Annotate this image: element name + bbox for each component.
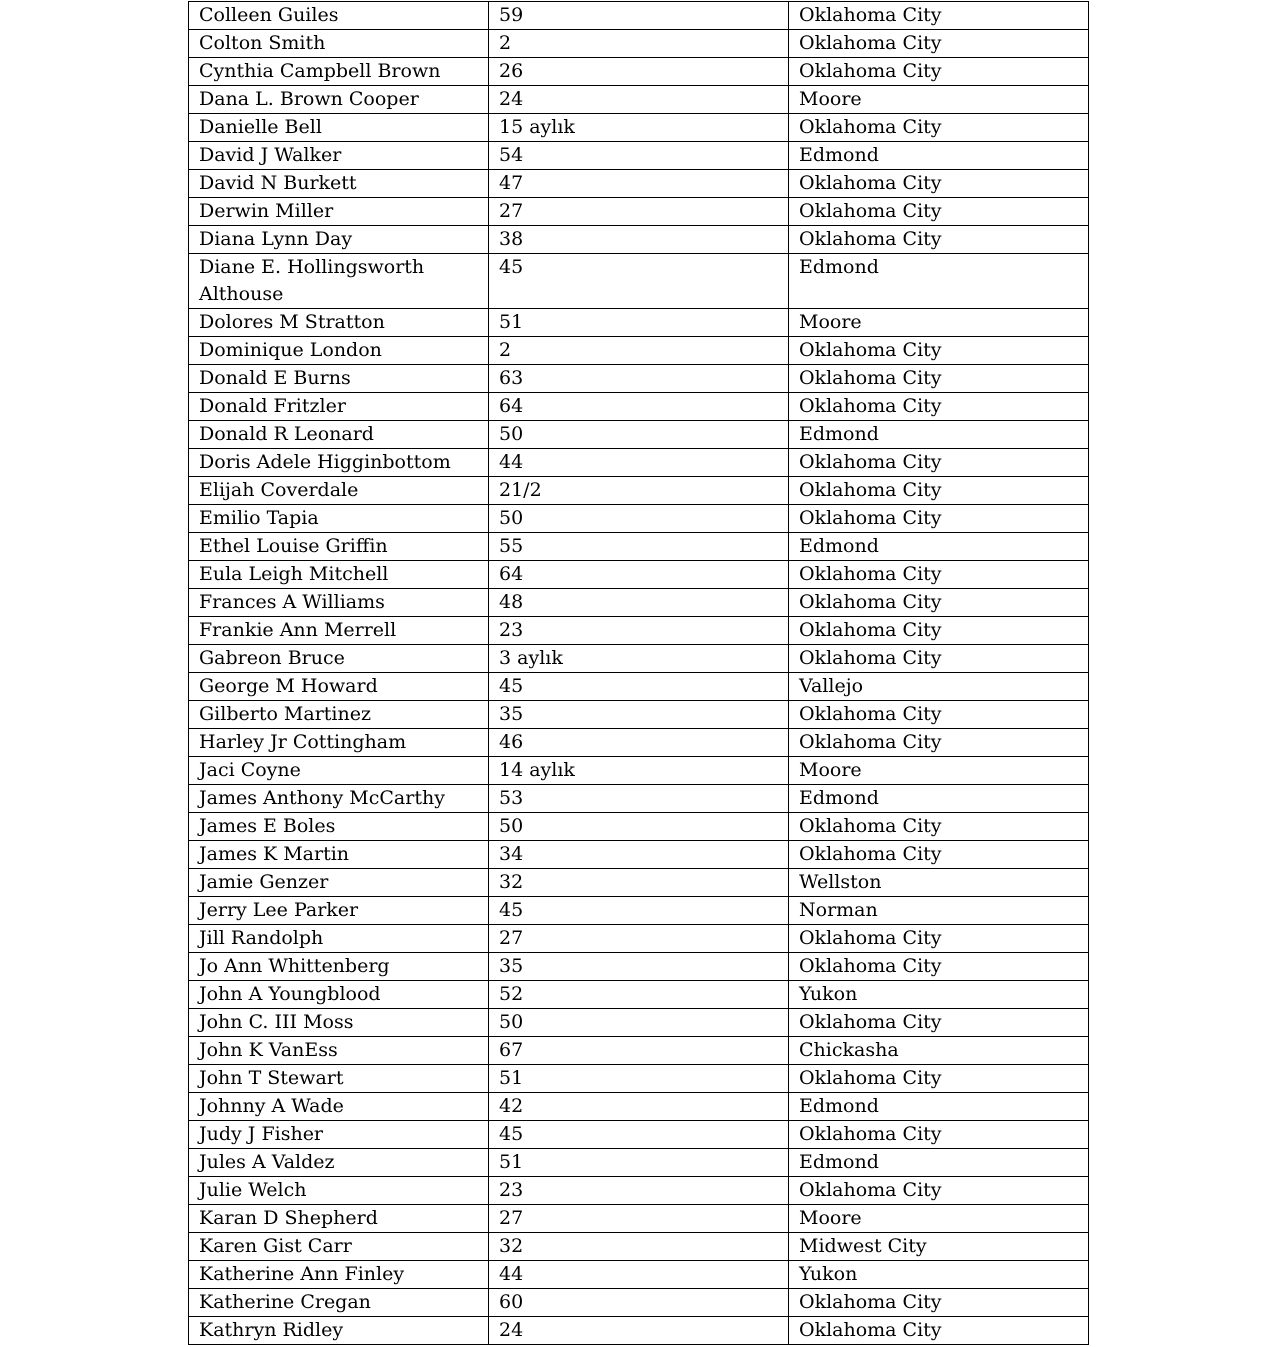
city-cell: Oklahoma City xyxy=(789,645,1089,673)
table-row xyxy=(189,309,1089,337)
age-cell: 51 xyxy=(489,309,789,337)
table-row xyxy=(189,30,1089,58)
age-cell: 63 xyxy=(489,365,789,393)
name-cell: David J Walker xyxy=(189,142,489,170)
table-row xyxy=(189,1037,1089,1065)
age-cell: 45 xyxy=(489,1121,789,1149)
name-cell: Derwin Miller xyxy=(189,198,489,226)
name-cell: John T Stewart xyxy=(189,1065,489,1093)
name-cell: Danielle Bell xyxy=(189,114,489,142)
city-cell: Yukon xyxy=(789,1261,1089,1289)
table-row xyxy=(189,869,1089,897)
age-cell: 45 xyxy=(489,254,789,309)
name-cell: Katherine Cregan xyxy=(189,1289,489,1317)
age-cell: 38 xyxy=(489,226,789,254)
city-cell: Oklahoma City xyxy=(789,1289,1089,1317)
name-cell: John K VanEss xyxy=(189,1037,489,1065)
name-cell: Karen Gist Carr xyxy=(189,1233,489,1261)
age-cell: 60 xyxy=(489,1289,789,1317)
table-row xyxy=(189,813,1089,841)
table-row xyxy=(189,757,1089,785)
table-row xyxy=(189,1065,1089,1093)
name-cell: Eula Leigh Mitchell xyxy=(189,561,489,589)
name-cell: Jules A Valdez xyxy=(189,1149,489,1177)
age-cell: 32 xyxy=(489,1233,789,1261)
table-row xyxy=(189,533,1089,561)
name-cell: Katherine Ann Finley xyxy=(189,1261,489,1289)
victims-table xyxy=(188,1,1089,1345)
city-cell: Moore xyxy=(789,1205,1089,1233)
city-cell: Oklahoma City xyxy=(789,841,1089,869)
age-cell: 2 xyxy=(489,337,789,365)
age-cell: 64 xyxy=(489,561,789,589)
age-cell: 67 xyxy=(489,1037,789,1065)
city-cell: Vallejo xyxy=(789,673,1089,701)
table-body xyxy=(189,2,1089,1345)
name-cell: Colleen Guiles xyxy=(189,2,489,30)
name-cell: Donald E Burns xyxy=(189,365,489,393)
age-cell: 24 xyxy=(489,1317,789,1345)
age-cell: 35 xyxy=(489,953,789,981)
city-cell: Moore xyxy=(789,757,1089,785)
city-cell: Oklahoma City xyxy=(789,337,1089,365)
name-cell: Karan D Shepherd xyxy=(189,1205,489,1233)
table-row xyxy=(189,254,1089,309)
name-cell: Diane E. Hollingsworth Althouse xyxy=(189,254,489,309)
city-cell: Oklahoma City xyxy=(789,1009,1089,1037)
name-cell: Frankie Ann Merrell xyxy=(189,617,489,645)
age-cell: 59 xyxy=(489,2,789,30)
age-cell: 14 aylık xyxy=(489,757,789,785)
name-cell: Judy J Fisher xyxy=(189,1121,489,1149)
table-row xyxy=(189,673,1089,701)
age-cell: 44 xyxy=(489,1261,789,1289)
name-cell: Doris Adele Higginbottom xyxy=(189,449,489,477)
name-cell: James E Boles xyxy=(189,813,489,841)
city-cell: Edmond xyxy=(789,142,1089,170)
name-cell: Jaci Coyne xyxy=(189,757,489,785)
name-cell: Jo Ann Whittenberg xyxy=(189,953,489,981)
table-row xyxy=(189,2,1089,30)
city-cell: Oklahoma City xyxy=(789,1177,1089,1205)
name-cell: Kathryn Ridley xyxy=(189,1317,489,1345)
city-cell: Oklahoma City xyxy=(789,701,1089,729)
name-cell: Jerry Lee Parker xyxy=(189,897,489,925)
table-row xyxy=(189,1317,1089,1345)
city-cell: Edmond xyxy=(789,785,1089,813)
city-cell: Oklahoma City xyxy=(789,1121,1089,1149)
table-row xyxy=(189,421,1089,449)
name-cell: Frances A Williams xyxy=(189,589,489,617)
table-row xyxy=(189,925,1089,953)
city-cell: Oklahoma City xyxy=(789,170,1089,198)
age-cell: 51 xyxy=(489,1149,789,1177)
age-cell: 27 xyxy=(489,198,789,226)
table-row xyxy=(189,701,1089,729)
age-cell: 53 xyxy=(489,785,789,813)
age-cell: 42 xyxy=(489,1093,789,1121)
table-row xyxy=(189,1261,1089,1289)
city-cell: Oklahoma City xyxy=(789,449,1089,477)
table-row xyxy=(189,561,1089,589)
age-cell: 15 aylık xyxy=(489,114,789,142)
age-cell: 23 xyxy=(489,617,789,645)
city-cell: Chickasha xyxy=(789,1037,1089,1065)
city-cell: Edmond xyxy=(789,1149,1089,1177)
table-row xyxy=(189,477,1089,505)
city-cell: Oklahoma City xyxy=(789,365,1089,393)
name-cell: Julie Welch xyxy=(189,1177,489,1205)
age-cell: 48 xyxy=(489,589,789,617)
age-cell: 27 xyxy=(489,1205,789,1233)
table-row xyxy=(189,337,1089,365)
name-cell: James K Martin xyxy=(189,841,489,869)
name-cell: David N Burkett xyxy=(189,170,489,198)
table-row xyxy=(189,1205,1089,1233)
city-cell: Edmond xyxy=(789,1093,1089,1121)
table-row xyxy=(189,114,1089,142)
city-cell: Moore xyxy=(789,309,1089,337)
city-cell: Yukon xyxy=(789,981,1089,1009)
name-cell: George M Howard xyxy=(189,673,489,701)
age-cell: 34 xyxy=(489,841,789,869)
table-row xyxy=(189,58,1089,86)
city-cell: Oklahoma City xyxy=(789,2,1089,30)
city-cell: Norman xyxy=(789,897,1089,925)
age-cell: 45 xyxy=(489,673,789,701)
table-row xyxy=(189,365,1089,393)
name-cell: Ethel Louise Griffin xyxy=(189,533,489,561)
table-row xyxy=(189,785,1089,813)
table-row xyxy=(189,1093,1089,1121)
table-row xyxy=(189,449,1089,477)
table-row xyxy=(189,393,1089,421)
age-cell: 64 xyxy=(489,393,789,421)
name-cell: Donald R Leonard xyxy=(189,421,489,449)
table-row xyxy=(189,1177,1089,1205)
city-cell: Oklahoma City xyxy=(789,561,1089,589)
table-row xyxy=(189,505,1089,533)
name-cell: Gabreon Bruce xyxy=(189,645,489,673)
table-row xyxy=(189,1121,1089,1149)
city-cell: Moore xyxy=(789,86,1089,114)
city-cell: Edmond xyxy=(789,421,1089,449)
age-cell: 24 xyxy=(489,86,789,114)
age-cell: 54 xyxy=(489,142,789,170)
city-cell: Oklahoma City xyxy=(789,1065,1089,1093)
table-row xyxy=(189,1289,1089,1317)
table-row xyxy=(189,198,1089,226)
age-cell: 3 aylık xyxy=(489,645,789,673)
age-cell: 51 xyxy=(489,1065,789,1093)
city-cell: Edmond xyxy=(789,254,1089,309)
age-cell: 44 xyxy=(489,449,789,477)
age-cell: 52 xyxy=(489,981,789,1009)
city-cell: Oklahoma City xyxy=(789,953,1089,981)
table-row xyxy=(189,1009,1089,1037)
city-cell: Edmond xyxy=(789,533,1089,561)
age-cell: 26 xyxy=(489,58,789,86)
age-cell: 55 xyxy=(489,533,789,561)
table-row xyxy=(189,617,1089,645)
city-cell: Oklahoma City xyxy=(789,813,1089,841)
name-cell: Jamie Genzer xyxy=(189,869,489,897)
city-cell: Oklahoma City xyxy=(789,1317,1089,1345)
city-cell: Midwest City xyxy=(789,1233,1089,1261)
name-cell: James Anthony McCarthy xyxy=(189,785,489,813)
city-cell: Oklahoma City xyxy=(789,393,1089,421)
table-row xyxy=(189,86,1089,114)
table-row xyxy=(189,841,1089,869)
age-cell: 50 xyxy=(489,505,789,533)
name-cell: John A Youngblood xyxy=(189,981,489,1009)
age-cell: 50 xyxy=(489,421,789,449)
name-cell: Gilberto Martinez xyxy=(189,701,489,729)
city-cell: Oklahoma City xyxy=(789,729,1089,757)
table-row xyxy=(189,645,1089,673)
age-cell: 47 xyxy=(489,170,789,198)
name-cell: Elijah Coverdale xyxy=(189,477,489,505)
city-cell: Oklahoma City xyxy=(789,114,1089,142)
age-cell: 2 xyxy=(489,30,789,58)
age-cell: 32 xyxy=(489,869,789,897)
table-row xyxy=(189,729,1089,757)
name-cell: Dolores M Stratton xyxy=(189,309,489,337)
table-row xyxy=(189,1149,1089,1177)
name-cell: Dominique London xyxy=(189,337,489,365)
name-cell: Donald Fritzler xyxy=(189,393,489,421)
city-cell: Oklahoma City xyxy=(789,30,1089,58)
city-cell: Oklahoma City xyxy=(789,226,1089,254)
name-cell: Johnny A Wade xyxy=(189,1093,489,1121)
age-cell: 35 xyxy=(489,701,789,729)
name-cell: Emilio Tapia xyxy=(189,505,489,533)
city-cell: Oklahoma City xyxy=(789,198,1089,226)
city-cell: Oklahoma City xyxy=(789,505,1089,533)
city-cell: Oklahoma City xyxy=(789,589,1089,617)
age-cell: 50 xyxy=(489,813,789,841)
age-cell: 27 xyxy=(489,925,789,953)
name-cell: John C. III Moss xyxy=(189,1009,489,1037)
name-cell: Cynthia Campbell Brown xyxy=(189,58,489,86)
table-row xyxy=(189,589,1089,617)
name-cell: Dana L. Brown Cooper xyxy=(189,86,489,114)
table-row xyxy=(189,170,1089,198)
age-cell: 23 xyxy=(489,1177,789,1205)
city-cell: Oklahoma City xyxy=(789,58,1089,86)
age-cell: 45 xyxy=(489,897,789,925)
name-cell: Colton Smith xyxy=(189,30,489,58)
age-cell: 46 xyxy=(489,729,789,757)
table-row xyxy=(189,226,1089,254)
table-row xyxy=(189,142,1089,170)
table-row xyxy=(189,981,1089,1009)
name-cell: Diana Lynn Day xyxy=(189,226,489,254)
table-row xyxy=(189,953,1089,981)
age-cell: 21/2 xyxy=(489,477,789,505)
city-cell: Oklahoma City xyxy=(789,925,1089,953)
table-row xyxy=(189,1233,1089,1261)
city-cell: Wellston xyxy=(789,869,1089,897)
city-cell: Oklahoma City xyxy=(789,617,1089,645)
name-cell: Jill Randolph xyxy=(189,925,489,953)
age-cell: 50 xyxy=(489,1009,789,1037)
city-cell: Oklahoma City xyxy=(789,477,1089,505)
document-page xyxy=(188,1,1088,1345)
name-cell: Harley Jr Cottingham xyxy=(189,729,489,757)
table-row xyxy=(189,897,1089,925)
